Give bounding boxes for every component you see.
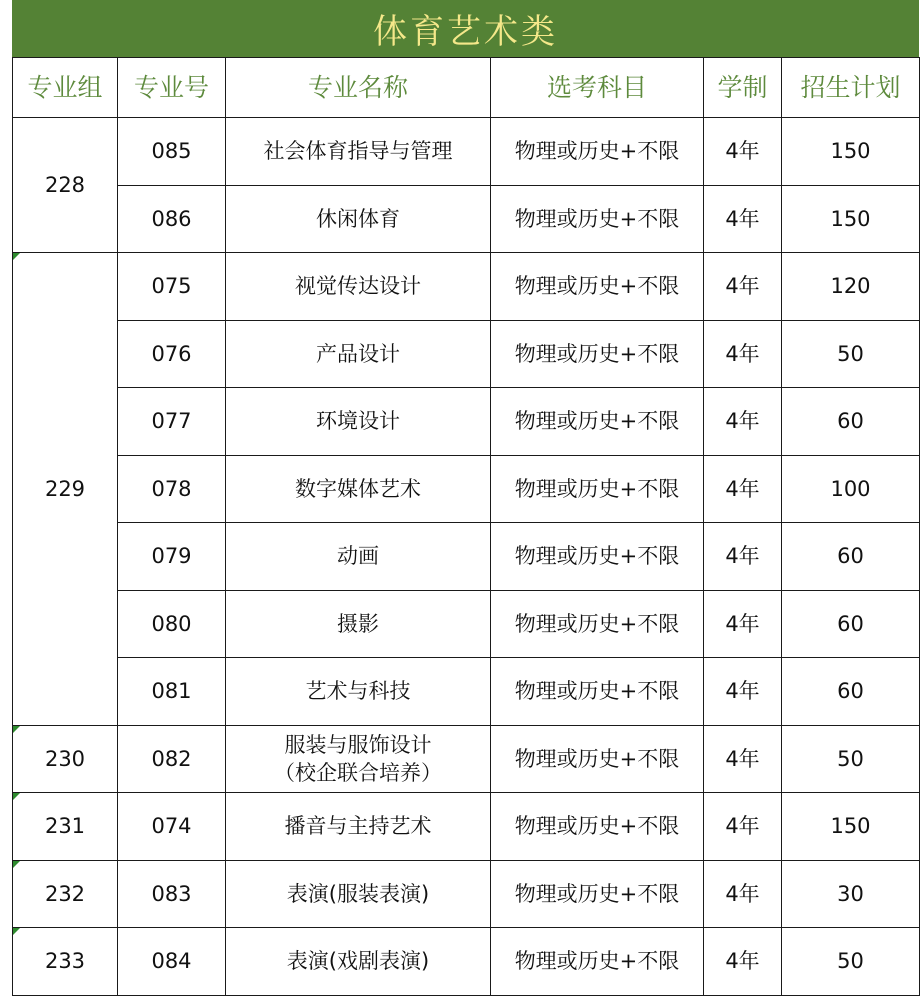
cell-subject: 物理或历史+不限 <box>491 455 704 523</box>
cell-years: 4年 <box>704 185 782 253</box>
cell-subject: 物理或历史+不限 <box>491 253 704 321</box>
cell-subject: 物理或历史+不限 <box>491 523 704 591</box>
cell-plan: 50 <box>782 725 920 793</box>
table-row <box>13 725 920 793</box>
table-row <box>13 793 920 861</box>
cell-group: 229 <box>13 253 118 726</box>
table-row <box>13 253 920 321</box>
cell-name: 播音与主持艺术 <box>226 793 491 861</box>
cell-subject: 物理或历史+不限 <box>491 793 704 861</box>
cell-subject: 物理或历史+不限 <box>491 860 704 928</box>
cell-plan: 60 <box>782 523 920 591</box>
table-row <box>13 388 920 456</box>
cell-plan: 30 <box>782 860 920 928</box>
cell-marker-icon <box>13 861 20 868</box>
cell-name: 社会体育指导与管理 <box>226 118 491 186</box>
cell-years: 4年 <box>704 658 782 726</box>
cell-years: 4年 <box>704 388 782 456</box>
cell-code: 082 <box>118 725 226 793</box>
cell-group: 232 <box>13 860 118 928</box>
table-header-row <box>13 58 920 118</box>
table-row <box>13 185 920 253</box>
cell-years: 4年 <box>704 725 782 793</box>
cell-subject: 物理或历史+不限 <box>491 185 704 253</box>
cell-code: 080 <box>118 590 226 658</box>
cell-years: 4年 <box>704 118 782 186</box>
header-plan: 招生计划 <box>782 58 920 118</box>
cell-marker-icon <box>13 793 20 800</box>
table-row <box>13 658 920 726</box>
cell-years: 4年 <box>704 793 782 861</box>
cell-name: 表演(戏剧表演) <box>226 928 491 996</box>
table-row <box>13 523 920 591</box>
cell-code: 084 <box>118 928 226 996</box>
cell-code: 074 <box>118 793 226 861</box>
cell-plan: 100 <box>782 455 920 523</box>
cell-years: 4年 <box>704 523 782 591</box>
cell-years: 4年 <box>704 590 782 658</box>
cell-subject: 物理或历史+不限 <box>491 658 704 726</box>
header-name: 专业名称 <box>226 58 491 118</box>
header-subject: 选考科目 <box>491 58 704 118</box>
cell-subject: 物理或历史+不限 <box>491 928 704 996</box>
table-row <box>13 118 920 186</box>
table-row <box>13 455 920 523</box>
cell-name: 摄影 <box>226 590 491 658</box>
cell-plan: 60 <box>782 590 920 658</box>
cell-marker-icon <box>13 928 20 935</box>
header-code: 专业号 <box>118 58 226 118</box>
cell-name: 视觉传达设计 <box>226 253 491 321</box>
cell-code: 085 <box>118 118 226 186</box>
page-title: 体育艺术类 <box>12 0 919 57</box>
cell-marker-icon <box>13 253 20 260</box>
cell-code: 076 <box>118 320 226 388</box>
cell-group: 228 <box>13 118 118 253</box>
cell-group: 230 <box>13 725 118 793</box>
cell-group: 233 <box>13 928 118 996</box>
spreadsheet-sheet <box>12 0 919 1001</box>
cell-code: 079 <box>118 523 226 591</box>
cell-name: 动画 <box>226 523 491 591</box>
cell-plan: 50 <box>782 928 920 996</box>
cell-group: 231 <box>13 793 118 861</box>
cell-years: 4年 <box>704 928 782 996</box>
cell-name: 艺术与科技 <box>226 658 491 726</box>
cell-plan: 120 <box>782 253 920 321</box>
header-group: 专业组 <box>13 58 118 118</box>
cell-name: 产品设计 <box>226 320 491 388</box>
cell-subject: 物理或历史+不限 <box>491 725 704 793</box>
cell-subject: 物理或历史+不限 <box>491 388 704 456</box>
cell-name: 表演(服装表演) <box>226 860 491 928</box>
cell-plan: 60 <box>782 388 920 456</box>
cell-name: 数字媒体艺术 <box>226 455 491 523</box>
cell-plan: 50 <box>782 320 920 388</box>
cell-plan: 150 <box>782 118 920 186</box>
cell-code: 075 <box>118 253 226 321</box>
table-row <box>13 320 920 388</box>
cell-years: 4年 <box>704 320 782 388</box>
cell-code: 083 <box>118 860 226 928</box>
header-years: 学制 <box>704 58 782 118</box>
cell-name: 休闲体育 <box>226 185 491 253</box>
cell-subject: 物理或历史+不限 <box>491 320 704 388</box>
cell-code: 086 <box>118 185 226 253</box>
cell-years: 4年 <box>704 253 782 321</box>
table-row <box>13 928 920 996</box>
table-body <box>13 118 920 996</box>
cell-name: 环境设计 <box>226 388 491 456</box>
cell-plan: 150 <box>782 793 920 861</box>
cell-subject: 物理或历史+不限 <box>491 118 704 186</box>
majors-table <box>12 57 920 996</box>
cell-plan: 60 <box>782 658 920 726</box>
table-row <box>13 590 920 658</box>
cell-years: 4年 <box>704 455 782 523</box>
cell-code: 078 <box>118 455 226 523</box>
cell-code: 077 <box>118 388 226 456</box>
table-row <box>13 860 920 928</box>
cell-years: 4年 <box>704 860 782 928</box>
cell-marker-icon <box>13 726 20 733</box>
cell-plan: 150 <box>782 185 920 253</box>
cell-code: 081 <box>118 658 226 726</box>
cell-subject: 物理或历史+不限 <box>491 590 704 658</box>
cell-name: 服装与服饰设计 （校企联合培养） <box>226 725 491 793</box>
